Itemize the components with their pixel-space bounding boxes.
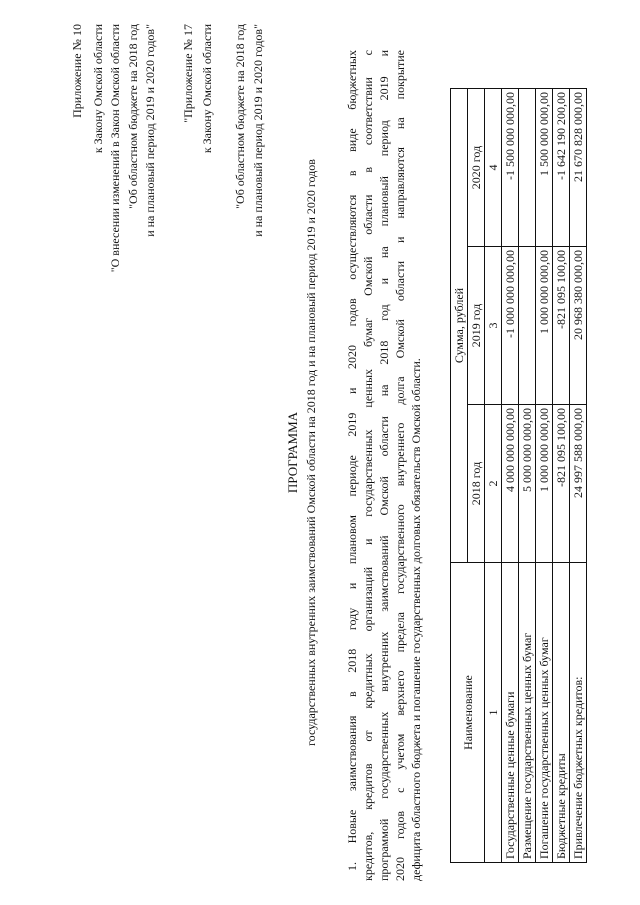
period-line: и на плановый период 2019 и 2020 годов" <box>143 24 157 237</box>
law-ref-2: к Закону Омской области <box>200 24 214 154</box>
program-title: ПРОГРАММА <box>285 411 300 494</box>
cell-2018: 5 000 000 000,00 <box>519 405 536 563</box>
appendix-10: Приложение № 10 <box>70 24 84 118</box>
cell-2020: -1 642 190 200,00 <box>553 89 570 247</box>
table-num-row <box>485 89 502 863</box>
table-row <box>553 89 570 863</box>
paragraph-line: кредитов, кредитов от кредитных организаций и государственных ценных бумаг Омской области в соответствии с <box>361 50 375 881</box>
cell-2020: 1 500 000 000,00 <box>536 89 553 247</box>
period-line-2: и на плановый период 2019 и 2020 годов" <box>251 24 265 237</box>
paragraph-line: 1. Новые заимствования в 2018 году и плановом периоде 2019 и 2020 годов осуществляются в виде бюджетных <box>345 50 359 871</box>
budget-line-2: "Об областном бюджете на 2018 год <box>233 24 247 209</box>
cell-2019: 1 000 000 000,00 <box>536 247 553 405</box>
cell-2019: -821 095 100,00 <box>553 247 570 405</box>
table-row <box>519 89 536 863</box>
col-num: 2 <box>485 405 502 563</box>
program-subtitle: государственных внутренних заимствований Омской области на 2018 год и на плановый период 2019 и 2020 годов <box>304 159 318 746</box>
col-num: 1 <box>485 563 502 863</box>
cell-2019: -1 000 000 000,00 <box>502 247 519 405</box>
cell-2020 <box>519 89 536 247</box>
row-name: Государственные ценные бумаги <box>502 563 519 863</box>
table-row <box>502 89 519 863</box>
col-num: 4 <box>485 89 502 247</box>
year-2018: 2018 год <box>468 405 485 563</box>
borrowings-table <box>450 88 587 863</box>
cell-2019 <box>519 247 536 405</box>
table-row <box>570 89 587 863</box>
col-num: 3 <box>485 247 502 405</box>
paragraph-line: дефицита областного бюджета и погашение государственных долговых обязательств Омской области. <box>409 358 423 881</box>
cell-2019: 20 968 380 000,00 <box>570 247 587 405</box>
cell-2018: 24 997 588 000,00 <box>570 405 587 563</box>
cell-2018: 1 000 000 000,00 <box>536 405 553 563</box>
paragraph-line: программой государственных внутренних заимствований Омской области на 2018 год и на плановый период 2019 и <box>377 50 391 881</box>
year-2020: 2020 год <box>468 89 485 247</box>
row-name: Размещение государственных ценных бумаг <box>519 563 536 863</box>
year-2019: 2019 год <box>468 247 485 405</box>
table-header-row <box>451 89 468 863</box>
row-name: Привлечение бюджетных кредитов: <box>570 563 587 863</box>
row-name: Погашение государственных ценных бумаг <box>536 563 553 863</box>
appendix-17: "Приложение № 17 <box>181 24 195 123</box>
row-name: Бюджетные кредиты <box>553 563 570 863</box>
cell-2018: -821 095 100,00 <box>553 405 570 563</box>
cell-2020: 21 670 828 000,00 <box>570 89 587 247</box>
cell-2020: -1 500 000 000,00 <box>502 89 519 247</box>
amendment-title: "О внесении изменений в Закон Омской области <box>108 24 122 273</box>
budget-line: "Об областном бюджете на 2018 год <box>126 24 140 209</box>
law-ref: к Закону Омской области <box>91 24 105 154</box>
col-sum-header: Сумма, рублей <box>451 89 468 563</box>
paragraph-line: 2020 годов с учетом верхнего предела государственного внутреннего долга Омской области и направляются на покрытие <box>393 50 407 881</box>
cell-2018: 4 000 000 000,00 <box>502 405 519 563</box>
table-row <box>536 89 553 863</box>
intro-paragraph <box>345 50 423 905</box>
col-name-header: Наименование <box>451 563 485 863</box>
